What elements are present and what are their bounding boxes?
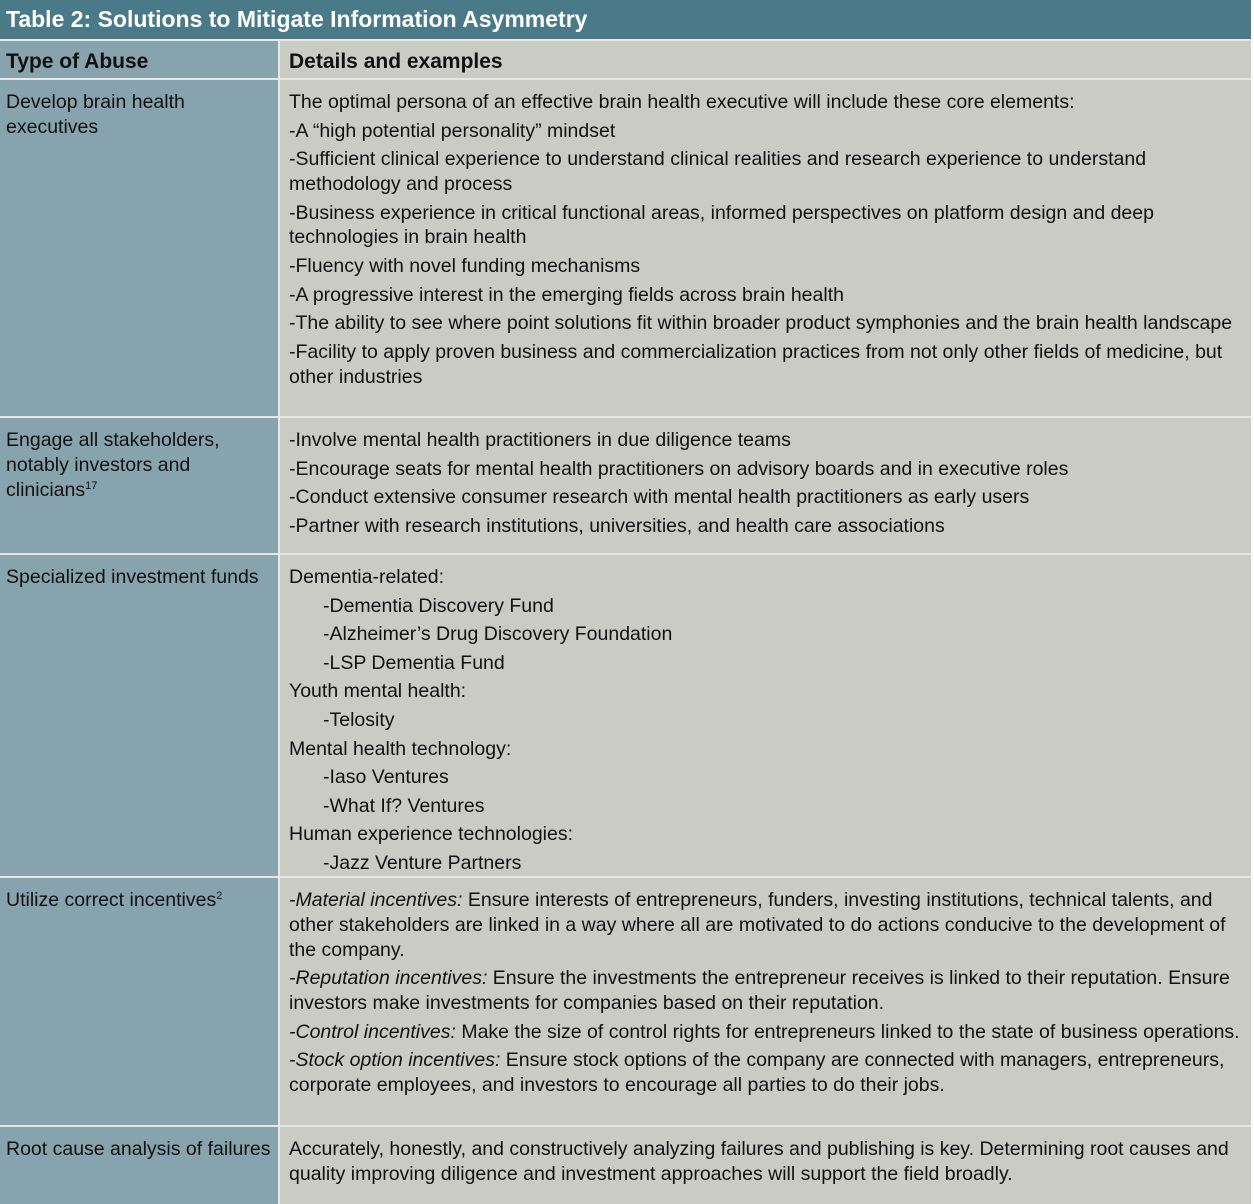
group-heading: Dementia-related:: [289, 566, 444, 588]
header-type-of-abuse: Type of Abuse: [0, 41, 280, 78]
incentive-line: [289, 1020, 1245, 1045]
table-row-brain-health-executives: [0, 78, 1251, 416]
incentive-text: Ensure interests of entrepreneurs, funders, investing institutions, technical talents, and other stakeholders are linked in a way where all are motivated to do actions conducive to the development of the company.: [289, 889, 1226, 961]
table-title: Table 2: Solutions to Mitigate Information Asymmetry: [0, 0, 1251, 39]
fund-item: -Telosity: [323, 708, 395, 731]
detail-line: -Involve mental health practitioners in due diligence teams: [289, 429, 791, 451]
row-label: Engage all stakeholders, notably investors and clinicians$^{17}$: [0, 418, 280, 553]
group-heading: Human experience technologies:: [289, 823, 574, 846]
detail-line: -A progressive interest in the emerging fields across brain health: [289, 283, 844, 306]
incentive-text: Make the size of control rights for entrepreneurs linked to the state of business operations.: [455, 1020, 1240, 1043]
incentive-line: [289, 966, 1245, 1016]
table-header-row: [0, 39, 1251, 78]
incentive-line: [289, 888, 1245, 962]
row-label: Root cause analysis of failures: [0, 1127, 280, 1204]
group-heading: Youth mental health:: [289, 680, 467, 703]
detail-line: -Partner with research institutions, universities, and health care associations: [289, 514, 945, 537]
detail-line: The optimal persona of an effective brain health executive will include these core elements:: [289, 91, 1075, 113]
detail-line: -Conduct extensive consumer research with mental health practitioners as early users: [289, 486, 1030, 509]
row-details: [280, 1127, 1251, 1204]
detail-line: -Sufficient clinical experience to understand clinical realities and research experience to understand methodology and process: [289, 148, 1147, 195]
table-row-specialized-funds: [0, 553, 1251, 876]
row-details: [280, 418, 1251, 553]
fund-item: -LSP Dementia Fund: [323, 651, 505, 674]
incentive-term: -Reputation incentives:: [289, 967, 488, 990]
group-heading: Mental health technology:: [289, 737, 512, 760]
incentive-text: Ensure stock options of the company are connected with managers, entrepreneurs, corporate employees, and investors to encourage all parties to do their jobs.: [289, 1049, 1225, 1096]
detail-line: -Business experience in critical functional areas, informed perspectives on platform design and deep technologies in brain health: [289, 201, 1154, 249]
detail-line: -The ability to see where point solutions fit within broader product symphonies and the brain health landscape: [289, 312, 1233, 335]
row-label: Develop brain health executives: [0, 80, 280, 416]
fund-item: -What If? Ventures: [323, 794, 485, 817]
detail-line: -Encourage seats for mental health practitioners on advisory boards and in executive roles: [289, 457, 1069, 480]
detail-line: -Facility to apply proven business and commercialization practices from not only other fields of medicine, but other industries: [289, 340, 1223, 388]
footnote-ref: 2: [216, 890, 223, 902]
table-row-incentives: [0, 876, 1251, 1125]
incentive-line: [289, 1048, 1245, 1098]
incentive-term: -Control incentives:: [289, 1020, 456, 1043]
incentive-text: Ensure the investments the entrepreneur receives is linked to their reputation. Ensure investors make investments for companies based on their reputation.: [289, 967, 1230, 1014]
detail-line: Accurately, honestly, and constructively analyzing failures and publishing is key. Determining root causes and quality improving diligence and investment approaches will support the field broadly.: [289, 1138, 1229, 1185]
table-row-root-cause: [0, 1125, 1251, 1204]
row-details: [280, 80, 1251, 416]
header-details: Details and examples: [289, 50, 503, 73]
table-row-engage-stakeholders: [0, 416, 1251, 553]
fund-item: -Alzheimer’s Drug Discovery Foundation: [323, 623, 673, 646]
row-details: [280, 878, 1251, 1125]
row-label: Specialized investment funds: [0, 555, 280, 876]
incentive-term: -Material incentives:: [289, 889, 463, 911]
fund-item: -Dementia Discovery Fund: [323, 594, 554, 617]
detail-line: -Fluency with novel funding mechanisms: [289, 254, 641, 277]
fund-item: -Jazz Venture Partners: [323, 851, 522, 874]
row-label: Utilize correct incentives$^2$: [0, 878, 280, 1125]
row-details: [280, 555, 1251, 876]
detail-line: -A “high potential personality” mindset: [289, 119, 616, 142]
fund-item: -Iaso Ventures: [323, 766, 449, 789]
footnote-ref: 17: [85, 480, 98, 492]
incentive-term: -Stock option incentives:: [289, 1049, 501, 1072]
